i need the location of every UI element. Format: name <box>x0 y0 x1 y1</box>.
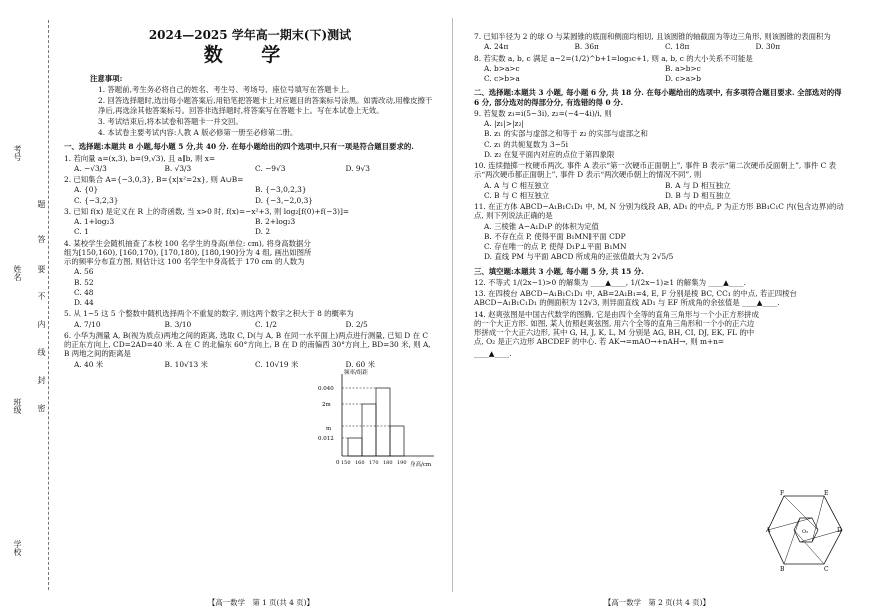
option: C. {−3,2,3} <box>74 195 119 205</box>
option: B. 2+log₂3 <box>255 217 296 226</box>
option: C. B 与 C 相互独立 <box>484 190 550 200</box>
ytick: 0 <box>336 460 340 466</box>
option: A. 24π <box>484 42 509 52</box>
vertex-label: C <box>824 566 829 572</box>
question-10-options-row1 <box>484 181 846 190</box>
note-item: 2. 回答选择题时,选出每小题答案后,用铅笔把答题卡上对应题目的答案标号涂黑。如需改动,用橡皮擦干净后,再选涂其他答案标号。回答非选择题时,将答案写在答题卡上。写在本试卷上无效。 <box>98 96 433 115</box>
histogram-bar <box>390 426 404 456</box>
seal-char-4: 不 <box>37 292 46 300</box>
binding-strip <box>0 0 58 612</box>
option: D. {−3,−2,0,3} <box>255 195 314 205</box>
notes-heading: 注意事项: <box>90 73 123 83</box>
question-1-options <box>74 164 436 173</box>
school-label: 学校 <box>13 540 22 556</box>
footer-right: 【高一数学 第 2 页(共 4 页)】 <box>604 597 710 607</box>
option: C. 1 <box>74 227 89 237</box>
seal-char-8: 密 <box>37 404 46 412</box>
question-5-options <box>74 320 436 329</box>
page-divider <box>452 18 453 592</box>
option: D. c>a>b <box>665 74 702 83</box>
option: B. √3/3 <box>164 163 192 173</box>
question-13: 13. 在四棱台 ABCD−A₁B₁C₁D₁ 中, AB=2A₁B₁=4, E, F 分别是棱 BC, CC₁ 的中点, 若正四棱台 ABCD−A₁B₁C₁D₁ 的侧面积为 12√3, 则异面直线 AD₁ 与 EF 所成角的余弦值是 ____▲____. <box>474 289 797 308</box>
segment <box>812 496 824 542</box>
name-label: 姓名 <box>13 265 22 281</box>
question-3: 3. 已知 f(x) 是定义在 R 上的奇函数, 当 x>0 时, f(x)=−x²+3, 则 log₂[f(0)+f(−3)]= <box>64 206 350 216</box>
segment <box>794 530 824 564</box>
option: D. 60 米 <box>345 359 376 369</box>
seal-char-6: 线 <box>37 348 46 356</box>
exam-title: 2024—2025 学年高一期末(下)测试 <box>148 28 352 42</box>
option: D. B 与 D 相互独立 <box>665 190 731 200</box>
center-label: O₂ <box>802 529 809 535</box>
vertex-label: E <box>824 490 829 497</box>
option: B. 52 <box>74 277 94 287</box>
option: A. 56 <box>74 267 94 277</box>
seal-char-3: 要 <box>37 265 46 273</box>
option: C. −9√3 <box>255 163 286 173</box>
option: D. 44 <box>74 298 94 307</box>
option: D. 2 <box>255 227 271 237</box>
question-3-options-row2 <box>74 227 436 236</box>
option: B. 36π <box>574 42 599 52</box>
note-item: 3. 考试结束后,将本试卷和答题卡一并交回。 <box>98 116 243 126</box>
option: A. 40 米 <box>74 359 104 369</box>
seal-char-2: 答 <box>37 235 46 243</box>
option: A. A 与 C 相互独立 <box>484 180 550 190</box>
vertex-label: A <box>766 527 771 534</box>
option: C. 10√19 米 <box>255 359 299 369</box>
option: B. z₁ 的实部与虚部之和等于 z₂ 的实部与虚部之和 <box>484 129 648 139</box>
question-10: 10. 连续抛掷一枚硬币两次, 事件 A 表示“第一次硬币正面朝上”, 事件 B 表示“第二次硬币反面朝上”, 事件 C 表示“两次硬币都正面朝上”, 事件 D 表示“两次硬币朝上的情况不同”, 则 <box>474 161 837 180</box>
question-10-options-row2 <box>484 191 846 200</box>
option: B. A 与 D 相互独立 <box>665 180 731 190</box>
left-page <box>64 26 436 371</box>
question-2: 2. 已知集合 A={−3,0,3}, B={x|x²=2x}, 则 A∪B= <box>64 175 244 184</box>
question-5: 5. 从 1~5 这 5 个整数中随机选择两个不重复的数字, 则这两个数字之积大于 8 的概率为 <box>64 309 354 319</box>
question-8: 8. 若实数 a, b, c 满足 a−2=(1/2)^b+1=log₃c+1, 则 a, b, c 的大小关系不可能是 <box>474 53 753 63</box>
option: A. |z₁|>|z₂| <box>484 119 524 128</box>
option: A. 1+log₂3 <box>74 217 115 226</box>
section1-heading: 一、选择题:本题共 8 小题,每小题 5 分,共 40 分. 在每小题给出的四个选项中,只有一项是符合题目要求的. <box>64 142 414 152</box>
option: C. 存在唯一的点 P, 使得 D₁P⊥平面 B₁MN <box>484 242 627 251</box>
histogram-bar <box>376 388 390 456</box>
option: D. 直线 PM 与平面 ABCD 所成角的正弦值最大为 2√5/5 <box>484 252 674 262</box>
seal-char-7: 封 <box>37 376 46 384</box>
question-3-options-row1 <box>74 217 436 226</box>
question-8-options-row2 <box>484 74 846 83</box>
option: C. c>b>a <box>484 74 520 83</box>
histogram-bar <box>348 438 362 456</box>
question-14: 14. 赵爽弦图是中国古代数学的图腾, 它是由四个全等的直角三角形与一个小正方形拼成的一个大正方形. 如图, 某人仿照赵爽弦图, 用六个全等的直角三角形和一个小的正六边形拼成一个大正六边形, 其中 G, H, J, K, L, M 分别是 AG, BH, CI, DJ, EK, FL 的中点, O₂ 是正六边形 ABCDEF 的中心. 若 AK→=mAO→+nAH→, 则 m+n= <box>474 309 759 347</box>
answer-blank-14: ____▲____. <box>474 348 512 358</box>
xtick: 150 <box>341 460 351 466</box>
x-axis-label: 身高/cm <box>410 462 432 468</box>
option: B. 10√13 米 <box>164 359 208 369</box>
seal-char-1: 题 <box>37 200 46 208</box>
section3-heading: 三、填空题:本题共 3 小题, 每小题 5 分, 共 15 分. <box>474 266 644 276</box>
question-8-options-row1 <box>484 64 846 73</box>
vertex-label: B <box>780 566 785 572</box>
histogram-bar <box>362 404 376 456</box>
question-2-options-row1 <box>74 185 436 194</box>
option: A. b>a>c <box>484 63 520 73</box>
vertex-label: F <box>780 490 785 497</box>
question-9: 9. 若复数 z₁=i(5−3i), z₂=(−4−4i)/i, 则 <box>474 108 612 118</box>
question-6: 6. 小华为测量 A, B(视为质点)两地之间的距离, 选取 C, D(与 A, B 在同一水平面上)两点进行测量, 已知 D 在 C 的正东方向上, CD=2AD=40 米. A 在 C 的北偏东 60°方向上, B 在 D 的南偏西 30°方向上, BD=30 米, 则 A, B 两地之间的距离是 <box>64 330 431 359</box>
option: D. 2/5 <box>345 319 368 329</box>
right-page <box>474 30 846 359</box>
seal-char-5: 内 <box>37 320 46 328</box>
y-axis-label: 频率/组距 <box>344 370 368 376</box>
subject-title: 数 学 <box>203 44 297 66</box>
ytick: m <box>326 426 332 432</box>
xtick: 190 <box>397 460 407 466</box>
histogram-figure <box>318 368 440 468</box>
option: D. 9√3 <box>345 163 370 173</box>
vertex-label: D <box>837 527 842 534</box>
class-label: 班级 <box>13 398 22 414</box>
option: A. −√3/3 <box>74 163 107 173</box>
binding-dash-line <box>48 20 49 590</box>
question-12: 12. 不等式 1/(2x−1)>0 的解集为 ____▲____, 1/(2x−1)≥1 的解集为 ____▲____. <box>474 277 746 287</box>
ytick: 0.040 <box>318 386 334 392</box>
option: B. a>b>c <box>665 63 701 73</box>
question-4: 4. 某校学生会随机抽查了本校 100 名学生的身高(单位: cm), 将身高数据分组为[150,160), [160,170), [170,180), [180,190]分为 4 组, 画出如图所示的频率分布直方图, 则估计这 100 名学生中身高低于 170 cm 的人数为 <box>64 238 312 266</box>
option: A. {0} <box>74 185 99 195</box>
question-11: 11. 在正方体 ABCD−A₁B₁C₁D₁ 中, M, N 分别为线段 AB, AD₁ 的中点, P 为正方形 BB₁C₁C 内(包含边界)的动点, 则下列说法正确的是 <box>474 202 844 221</box>
option: C. 48 <box>74 287 94 297</box>
xtick: 160 <box>355 460 365 466</box>
footer-left: 【高一数学 第 1 页(共 4 页)】 <box>208 597 314 607</box>
option: B. 3/10 <box>164 319 192 329</box>
hexagon-figure <box>766 488 846 572</box>
option: C. z₁ 的共轭复数为 3−5i <box>484 139 568 149</box>
xtick: 170 <box>369 460 379 466</box>
question-7: 7. 已知半径为 2 的球 O 与某圆锥的底面和侧面均相切, 且该圆锥的轴截面为等边三角形, 则该圆锥的表面积为 <box>474 32 831 41</box>
option: B. {−3,0,2,3} <box>255 185 307 195</box>
xtick: 180 <box>383 460 393 466</box>
option: C. 1/2 <box>255 319 277 329</box>
note-item: 4. 本试卷主要考试内容:人教 A 版必修第一册至必修第二册。 <box>98 128 298 137</box>
exam-no-label: 考号 <box>13 145 22 161</box>
segment <box>784 496 818 530</box>
section2-heading: 二、选择题:本题共 3 小题, 每小题 6 分, 共 18 分. 在每小题给出的选项中, 有多项符合题目要求. 全部选对的得 6 分, 部分选对的得部分分, 有选错的得 0 分. <box>474 88 842 107</box>
question-7-options <box>484 42 846 51</box>
note-item: 1. 答题前,考生务必将自己的姓名、考生号、考场号、座位号填写在答题卡上。 <box>98 85 354 94</box>
ytick: 2m <box>322 402 331 408</box>
ytick: 0.012 <box>318 436 334 442</box>
option: C. 18π <box>665 42 690 52</box>
option: D. 30π <box>755 42 781 52</box>
question-1: 1. 若向量 a=(x,3), b=(9,√3), 且 a∥b, 则 x= <box>64 153 216 163</box>
option: A. 7/10 <box>74 319 101 329</box>
question-2-options-row2 <box>74 196 436 205</box>
option: D. z₂ 在复平面内对应的点位于第四象限 <box>484 149 615 159</box>
option: B. 不存在点 P, 使得平面 B₁MN∥平面 CDP <box>484 231 626 241</box>
option: A. 三棱锥 A−A₁D₁P 的体积为定值 <box>484 221 599 231</box>
